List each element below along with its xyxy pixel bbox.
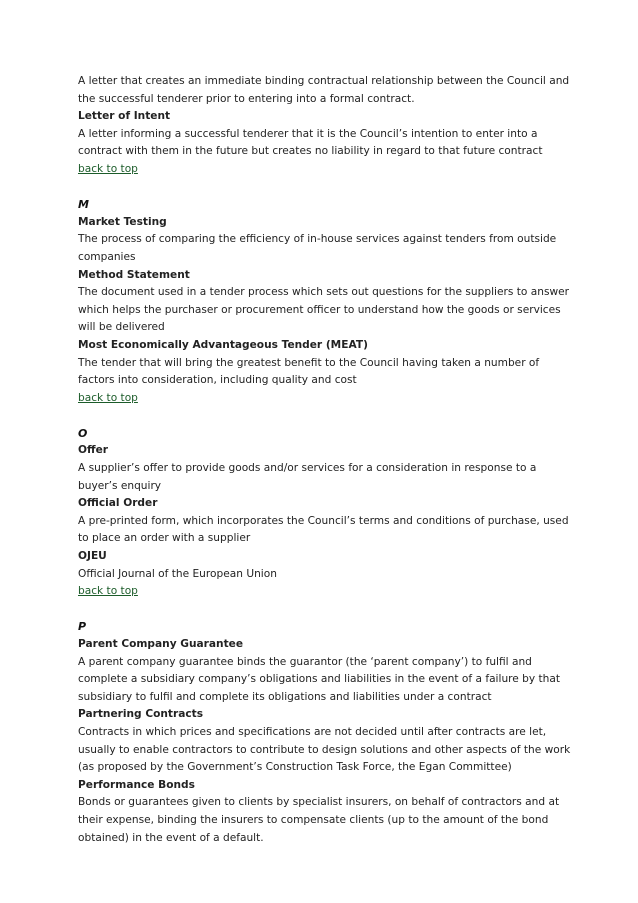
glossary-term: Method Statement xyxy=(78,268,190,281)
definition-line: The tender that will bring the greatest benefit to the Council having taken a number of xyxy=(78,356,540,369)
definition-line: factors into consideration, including quality and cost xyxy=(78,374,357,387)
definition-line: Contracts in which prices and specifications are not decided until after contracts are let, xyxy=(78,725,547,738)
glossary-entry-method-statement xyxy=(78,267,578,337)
glossary-term: Letter of Intent xyxy=(78,110,171,123)
section-o xyxy=(78,425,578,601)
glossary-entry-partnering-contracts xyxy=(78,706,578,776)
definition-line: complete a subsidiary company’s obligations and liabilities in the event of a failure by that xyxy=(78,673,561,686)
glossary-entry-parent-company-guarantee xyxy=(78,636,578,706)
definition-line: The process of comparing the efficiency of in-house services against tenders from outside xyxy=(78,233,557,246)
glossary-term: Market Testing xyxy=(78,215,167,228)
glossary-term: OJEU xyxy=(78,550,107,563)
definition-line: A parent company guarantee binds the guarantor (the ‘parent company’) to fulfil and xyxy=(78,655,532,668)
definition-line: A pre-printed form, which incorporates the Council’s terms and conditions of purchase, used xyxy=(78,514,569,527)
glossary-entry-official-order xyxy=(78,495,578,548)
glossary-entry-ojeu xyxy=(78,548,578,583)
definition-line: usually to enable contractors to contribute to design solutions and other aspects of the work xyxy=(78,743,571,756)
section-p xyxy=(78,618,578,847)
glossary-term: Offer xyxy=(78,444,108,457)
glossary-term: Official Order xyxy=(78,497,158,510)
definition-line: (as proposed by the Government’s Construction Task Force, the Egan Committee) xyxy=(78,761,512,774)
section-m xyxy=(78,196,578,407)
definition-line: companies xyxy=(78,250,136,263)
definition-line: their expense, binding the insurers to compensate clients (up to the amount of the bond xyxy=(78,813,549,826)
definition-intro xyxy=(78,73,578,108)
glossary-term: Performance Bonds xyxy=(78,778,195,791)
definition-line: Bonds or guarantees given to clients by specialist insurers, on behalf of contractors and at xyxy=(78,796,560,809)
definition-line: the successful tenderer prior to entering into a formal contract. xyxy=(78,92,415,105)
glossary-term: Parent Company Guarantee xyxy=(78,638,244,650)
glossary-term: Most Economically Advantageous Tender (MEAT) xyxy=(78,338,368,351)
definition-line: The document used in a tender process which sets out questions for the suppliers to answer xyxy=(78,286,570,299)
definition-line: obtained) in the event of a default. xyxy=(78,831,264,844)
glossary-entry-letter-of-intent xyxy=(78,108,578,161)
back-to-top-link[interactable]: back to top xyxy=(78,585,138,598)
definition-line: A supplier’s offer to provide goods and/or services for a consideration in response to a xyxy=(78,462,537,475)
definition-line: subsidiary to fulfil and complete its obligations and liabilities under a contract xyxy=(78,690,492,703)
definition-line: buyer’s enquiry xyxy=(78,479,162,492)
definition-line: to place an order with a supplier xyxy=(78,532,251,545)
section-letter: M xyxy=(78,198,89,212)
definition-line: will be delivered xyxy=(78,321,165,334)
back-to-top-link[interactable]: back to top xyxy=(78,391,138,404)
definition-line: which helps the purchaser or procurement officer to understand how the goods or services xyxy=(78,303,561,316)
glossary-entry-performance-bonds xyxy=(78,777,578,847)
definition-line: A letter informing a successful tenderer that it is the Council’s intention to enter into a xyxy=(78,127,538,140)
back-to-top-link[interactable]: back to top xyxy=(78,162,138,175)
glossary-term: Partnering Contracts xyxy=(78,708,203,721)
definition-line: contract with them in the future but creates no liability in regard to that future contract xyxy=(78,145,543,158)
section-letter: O xyxy=(78,426,88,440)
glossary-entry-offer xyxy=(78,442,578,495)
glossary-entry-market-testing xyxy=(78,214,578,267)
definition-line: Official Journal of the European Union xyxy=(78,567,277,580)
section-letter: P xyxy=(78,620,87,634)
definition-line: A letter that creates an immediate binding contractual relationship between the Council and xyxy=(78,75,570,87)
glossary-entry-meat xyxy=(78,337,578,390)
